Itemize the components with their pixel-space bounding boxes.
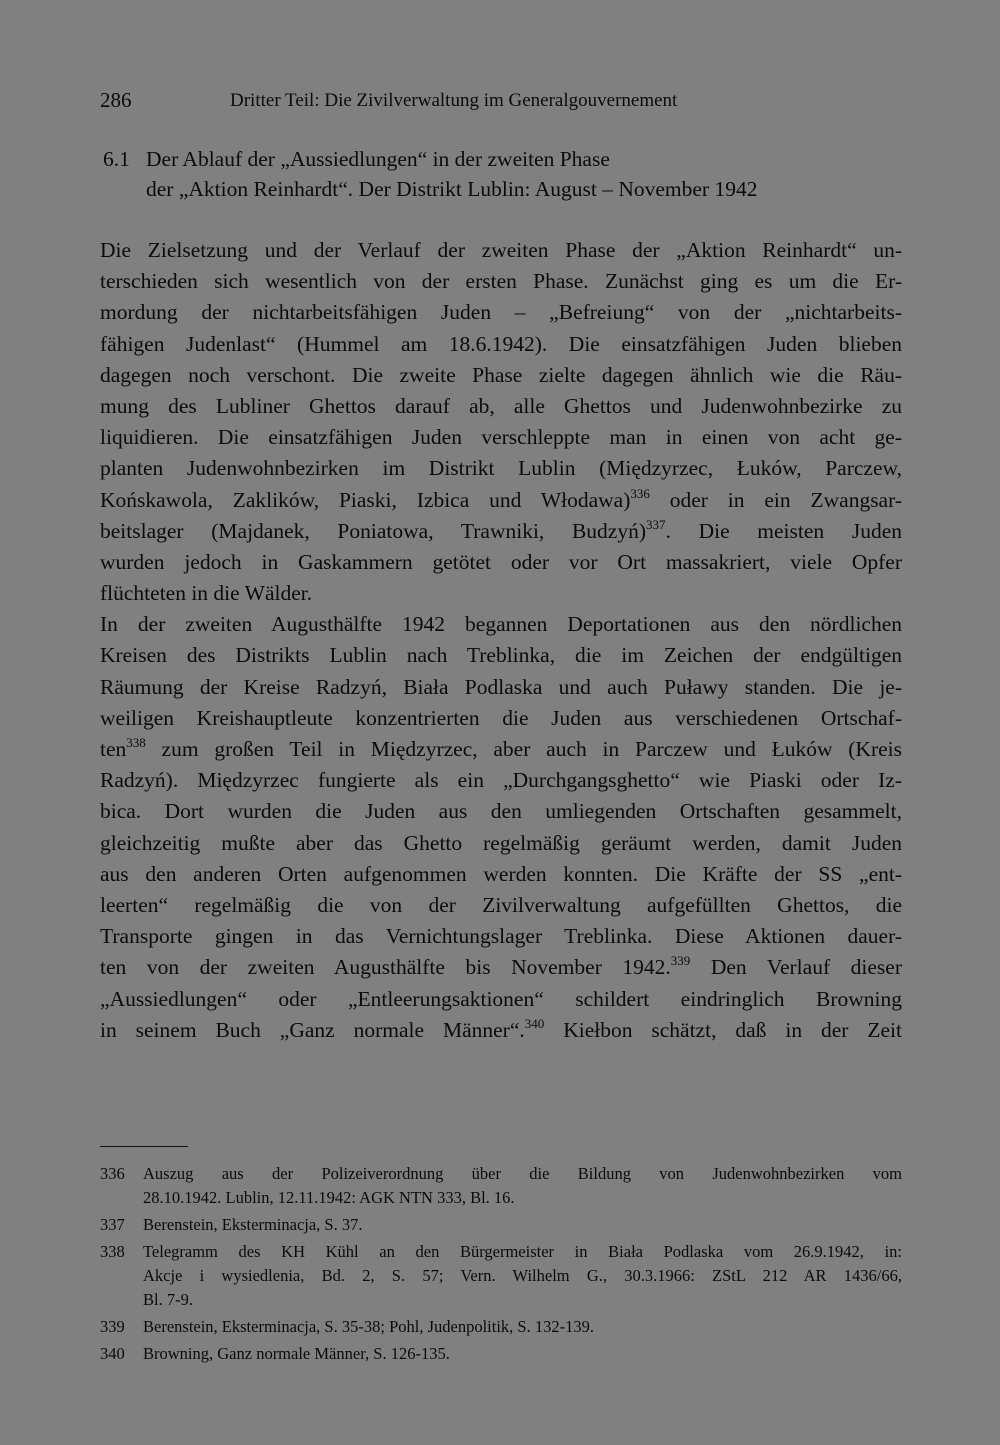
text-fragment: zum großen Teil in Międzyrzec, aber auch in Parczew und Łuków (Kreis: [145, 737, 902, 761]
text-fragment: Den Verlauf dieser: [690, 955, 902, 980]
text-line: planten Judenwohnbezirken im Distrikt Lublin (Międzyrzec, Łuków, Parczew,: [100, 456, 902, 481]
text-line: wurden jedoch in Gaskammern getötet oder vor Ort massakriert, viele Opfer: [100, 549, 902, 574]
text-line: Kreisen des Distrikts Lublin nach Treblinka, die im Zeichen der endgültigen: [100, 643, 902, 668]
footnote-rule: [100, 1146, 188, 1147]
text-line: Radzyń). Międzyrzec fungierte als ein „Durchgangsghetto“ wie Piaski oder Iz-: [100, 768, 902, 793]
text-line: leerten“ regelmäßig die von der Zivilverwaltung aufgefüllten Ghettos, die: [100, 892, 902, 917]
footnote-line: Akcje i wysiedlenia, Bd. 2, S. 57; Vern. Wilhelm G., 30.3.1966: ZStL 212 AR 1436/66,: [143, 1266, 902, 1285]
footnote: [100, 1162, 902, 1210]
footnote-number: 336: [100, 1164, 125, 1183]
footnote-line: Berenstein, Eksterminacja, S. 35-38; Pohl, Judenpolitik, S. 132-139.: [143, 1317, 594, 1336]
section-number: 6.1: [103, 147, 130, 171]
footnote-line: Auszug aus der Polizeiverordnung über die Bildung von Judenwohnbezirken vom: [143, 1164, 902, 1183]
footnote-line: Bl. 7-9.: [143, 1290, 193, 1309]
text-line: Transporte gingen in das Vernichtungslager Treblinka. Diese Aktionen dauer-: [100, 924, 902, 949]
text-fragment: oder in ein Zwangsar-: [649, 487, 902, 512]
footnote-line: Browning, Ganz normale Männer, S. 126-135.: [143, 1344, 450, 1363]
footnote: [100, 1240, 902, 1312]
text-fragment: Końskawola, Zaklików, Piaski, Izbica und Włodawa): [100, 487, 631, 512]
footnote: [100, 1342, 902, 1366]
text-line: mung des Lubliner Ghettos darauf ab, alle Ghettos und Judenwohnbezirke zu: [100, 393, 902, 418]
text-line: flüchteten in die Wälder.: [100, 581, 313, 606]
footnote-ref[interactable]: 340: [524, 1015, 545, 1031]
footnote: [100, 1213, 902, 1237]
text-line: Die Zielsetzung und der Verlauf der zweiten Phase der „Aktion Reinhardt“ un-: [100, 238, 902, 262]
footnotes: [100, 1162, 902, 1366]
text-line: [100, 952, 902, 983]
footnote-ref[interactable]: 338: [126, 735, 146, 750]
footnote-number: 337: [100, 1215, 125, 1234]
text-line: weiligen Kreishauptleute konzentrierten die Juden aus verschiedenen Ortschaf-: [100, 705, 902, 730]
text-line: aus den anderen Orten aufgenommen werden konnten. Die Kräfte der SS „ent-: [100, 861, 902, 886]
text-line: dagegen noch verschont. Die zweite Phase zielte dagegen ähnlich wie die Räu-: [100, 362, 902, 387]
text-line: liquidieren. Die einsatzfähigen Juden verschleppte man in einen von acht ge-: [100, 425, 902, 450]
text-fragment: ten: [100, 737, 127, 761]
text-line: In der zweiten Augusthälfte 1942 begannen Deportationen aus den nördlichen: [100, 612, 902, 637]
footnote-line: Berenstein, Eksterminacja, S. 37.: [143, 1215, 363, 1234]
text-line: [100, 1015, 902, 1046]
text-fragment: beitslager (Majdanek, Poniatowa, Trawniki, Budzyń): [100, 518, 647, 543]
text-line: terschieden sich wesentlich von der ersten Phase. Zunächst ging es um die Er-: [100, 269, 902, 294]
text-line: [100, 516, 902, 547]
text-line: fähigen Judenlast“ (Hummel am 18.6.1942). Die einsatzfähigen Juden blieben: [100, 331, 902, 356]
text-line: [100, 734, 902, 765]
footnote-ref[interactable]: 336: [630, 485, 650, 501]
text-line: [100, 485, 902, 516]
text-fragment: . Die meisten Juden: [665, 518, 902, 543]
footnote-line: Telegramm des KH Kühl an den Bürgermeister in Biała Podlaska vom 26.9.1942, in:: [143, 1242, 902, 1261]
section-title-line: der „Aktion Reinhardt“. Der Distrikt Lublin: August – November 1942: [146, 177, 758, 201]
footnote-ref[interactable]: 339: [670, 953, 691, 969]
text-line: „Aussiedlungen“ oder „Entleerungsaktionen“ schildert eindringlich Browning: [100, 986, 902, 1011]
running-title: Dritter Teil: Die Zivilverwaltung im Generalgouvernement: [230, 90, 678, 111]
running-head: [100, 88, 900, 118]
text-fragment: in seinem Buch „Ganz normale Männer“.: [100, 1017, 525, 1042]
footnote-ref[interactable]: 337: [646, 516, 666, 532]
body-text: [100, 235, 902, 1046]
section-title-line: Der Ablauf der „Aussiedlungen“ in der zweiten Phase: [146, 147, 610, 171]
footnote-line: 28.10.1942. Lublin, 12.11.1942: AGK NTN 333, Bl. 16.: [143, 1188, 515, 1207]
footnote-number: 338: [100, 1242, 125, 1261]
text-fragment: ten von der zweiten Augusthälfte bis November 1942.: [100, 955, 671, 980]
text-line: Räumung der Kreise Radzyń, Biała Podlaska und auch Puławy standen. Die je-: [100, 674, 902, 699]
text-line: mordung der nichtarbeitsfähigen Juden – „Befreiung“ von der „nichtarbeits-: [100, 300, 902, 325]
footnote-number: 340: [100, 1344, 125, 1363]
page-number: 286: [100, 88, 132, 112]
text-fragment: Kiełbon schätzt, daß in der Zeit: [544, 1017, 902, 1042]
text-line: gleichzeitig mußte aber das Ghetto regelmäßig geräumt werden, damit Juden: [100, 830, 902, 855]
footnote-number: 339: [100, 1317, 125, 1336]
text-line: bica. Dort wurden die Juden aus den umliegenden Ortschaften gesammelt,: [100, 799, 902, 824]
footnote: [100, 1315, 902, 1339]
